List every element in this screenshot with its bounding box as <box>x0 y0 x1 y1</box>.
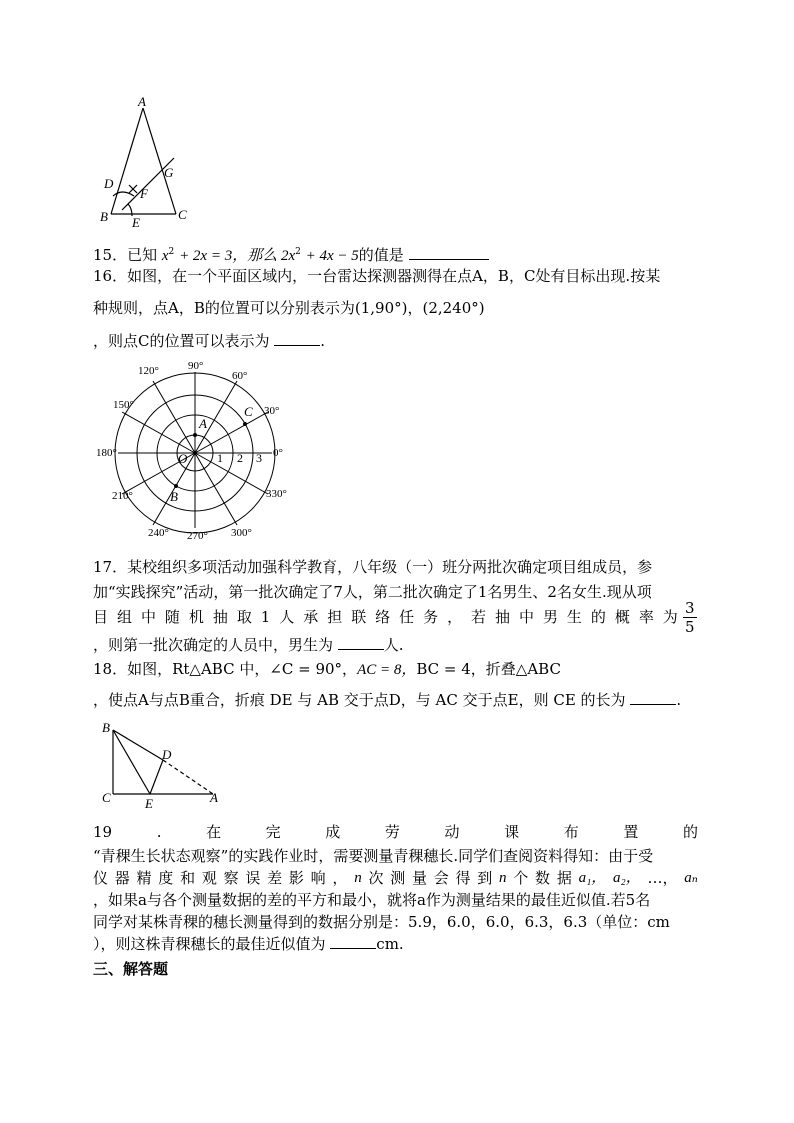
svg-text:B: B <box>102 720 110 735</box>
question-16-line3: ，则点C的位置可以表示为 . <box>93 332 326 350</box>
answer-blank-19[interactable] <box>330 934 376 949</box>
question-19-line6: ），则这株青稞穗长的最佳近似值为 cm. <box>93 935 404 953</box>
fold-triangle-figure <box>98 718 228 810</box>
point-a-label: A <box>199 416 207 431</box>
question-17-line1: 17．某校组织多项活动加强科学教育，八年级（一）班分两批次确定项目组成员，参 <box>93 558 653 576</box>
svg-text:180°: 180° <box>96 447 117 459</box>
svg-text:E: E <box>145 796 153 810</box>
svg-text:30°: 30° <box>264 405 280 417</box>
svg-text:2: 2 <box>237 451 243 465</box>
side-ab <box>111 108 143 214</box>
origin-label: O <box>178 451 188 466</box>
svg-text:120°: 120° <box>138 365 159 377</box>
label-e: E <box>132 215 140 230</box>
question-17-line4: ，则第一批次确定的人员中，男生为 人. <box>93 636 404 654</box>
question-19-line1: 19 . 在 完 成 劳 动 课 布 置 的 <box>93 823 698 841</box>
answer-blank-16[interactable] <box>274 331 320 346</box>
svg-text:1: 1 <box>217 451 223 465</box>
radar-figure <box>90 356 300 541</box>
point-c-label: C <box>244 404 253 419</box>
answer-blank-15[interactable] <box>409 245 489 260</box>
label-d: D <box>104 176 114 191</box>
label-g: G <box>164 165 174 180</box>
svg-text:D: D <box>162 747 172 762</box>
answer-blank-17[interactable] <box>338 635 384 650</box>
question-19-line4: ，如果a与各个测量数据的差的平方和最小，就将a作为测量结果的最佳近似值.若5名 <box>93 891 651 909</box>
point-a <box>193 433 197 437</box>
label-a: A <box>138 94 146 109</box>
svg-text:270°: 270° <box>187 530 208 541</box>
svg-text:0°: 0° <box>273 447 283 459</box>
svg-text:A: A <box>210 790 218 805</box>
question-16-line1: 16．如图，在一个平面区域内，一台雷达探测器测得在点A，B，C处有目标出现.按某 <box>93 267 661 285</box>
question-19-line3: 仪 器 精 度 和 观 察 误 差 影 响 ， n 次 测 量 会 得 到 n 个 数 据 a₁， a₂， …， aₙ <box>93 869 698 887</box>
svg-text:60°: 60° <box>232 370 248 382</box>
svg-text:150°: 150° <box>113 399 134 411</box>
svg-text:300°: 300° <box>231 527 252 539</box>
question-19-line5: 同学对某株青稞的穗长测量得到的数据分别是：5.9，6.0，6.0，6.3，6.3（单位：cm <box>93 913 670 931</box>
question-17-line3: 目 组 中 随 机 抽 取 1 人 承 担 联 络 任 务 ， 若 抽 中 男 生 的 概 率 为 <box>93 608 678 626</box>
svg-text:240°: 240° <box>148 527 169 539</box>
svg-text:C: C <box>102 790 111 805</box>
svg-text:90°: 90° <box>188 360 204 372</box>
question-18-line2: ，使点A与点B重合，折痕 DE 与 AB 交于点D，与 AC 交于点E，则 CE 的长为 . <box>93 691 682 709</box>
probability-fraction: $\frac{3}{5}$ <box>685 599 695 636</box>
question-15: 15．已知 $x^2 + 2x = 3$，那么 $2x^2 + 4x - 5$的值是 <box>93 242 489 266</box>
svg-text:3: 3 <box>256 451 262 465</box>
question-19-line2: “青稞生长状态观察”的实践作业时，需要测量青稞穗长.同学们查阅资料得知：由于受 <box>93 847 654 865</box>
point-b <box>174 484 178 488</box>
label-c: C <box>178 207 187 222</box>
question-17-line2: 加“实践探究”活动，第一批次确定了7人，第二批次确定了1名男生、2名女生.现从项 <box>93 583 652 601</box>
question-18-line1: 18．如图，Rt△ABC 中，∠C = 90°，AC = 8，BC = 4，折叠△ABC <box>93 660 561 678</box>
label-b: B <box>100 209 108 224</box>
svg-text:210°: 210° <box>112 490 133 502</box>
point-b-label: B <box>170 489 178 504</box>
answer-blank-18[interactable] <box>630 690 676 705</box>
point-c <box>243 422 247 426</box>
triangle-figure <box>92 92 202 232</box>
question-16-line2: 种规则，点A，B的位置可以分别表示为(1,90°)，(2,240°) <box>93 299 485 317</box>
label-f: F <box>140 186 148 201</box>
svg-text:330°: 330° <box>266 488 287 500</box>
section-heading: 三、解答题 <box>93 960 169 978</box>
